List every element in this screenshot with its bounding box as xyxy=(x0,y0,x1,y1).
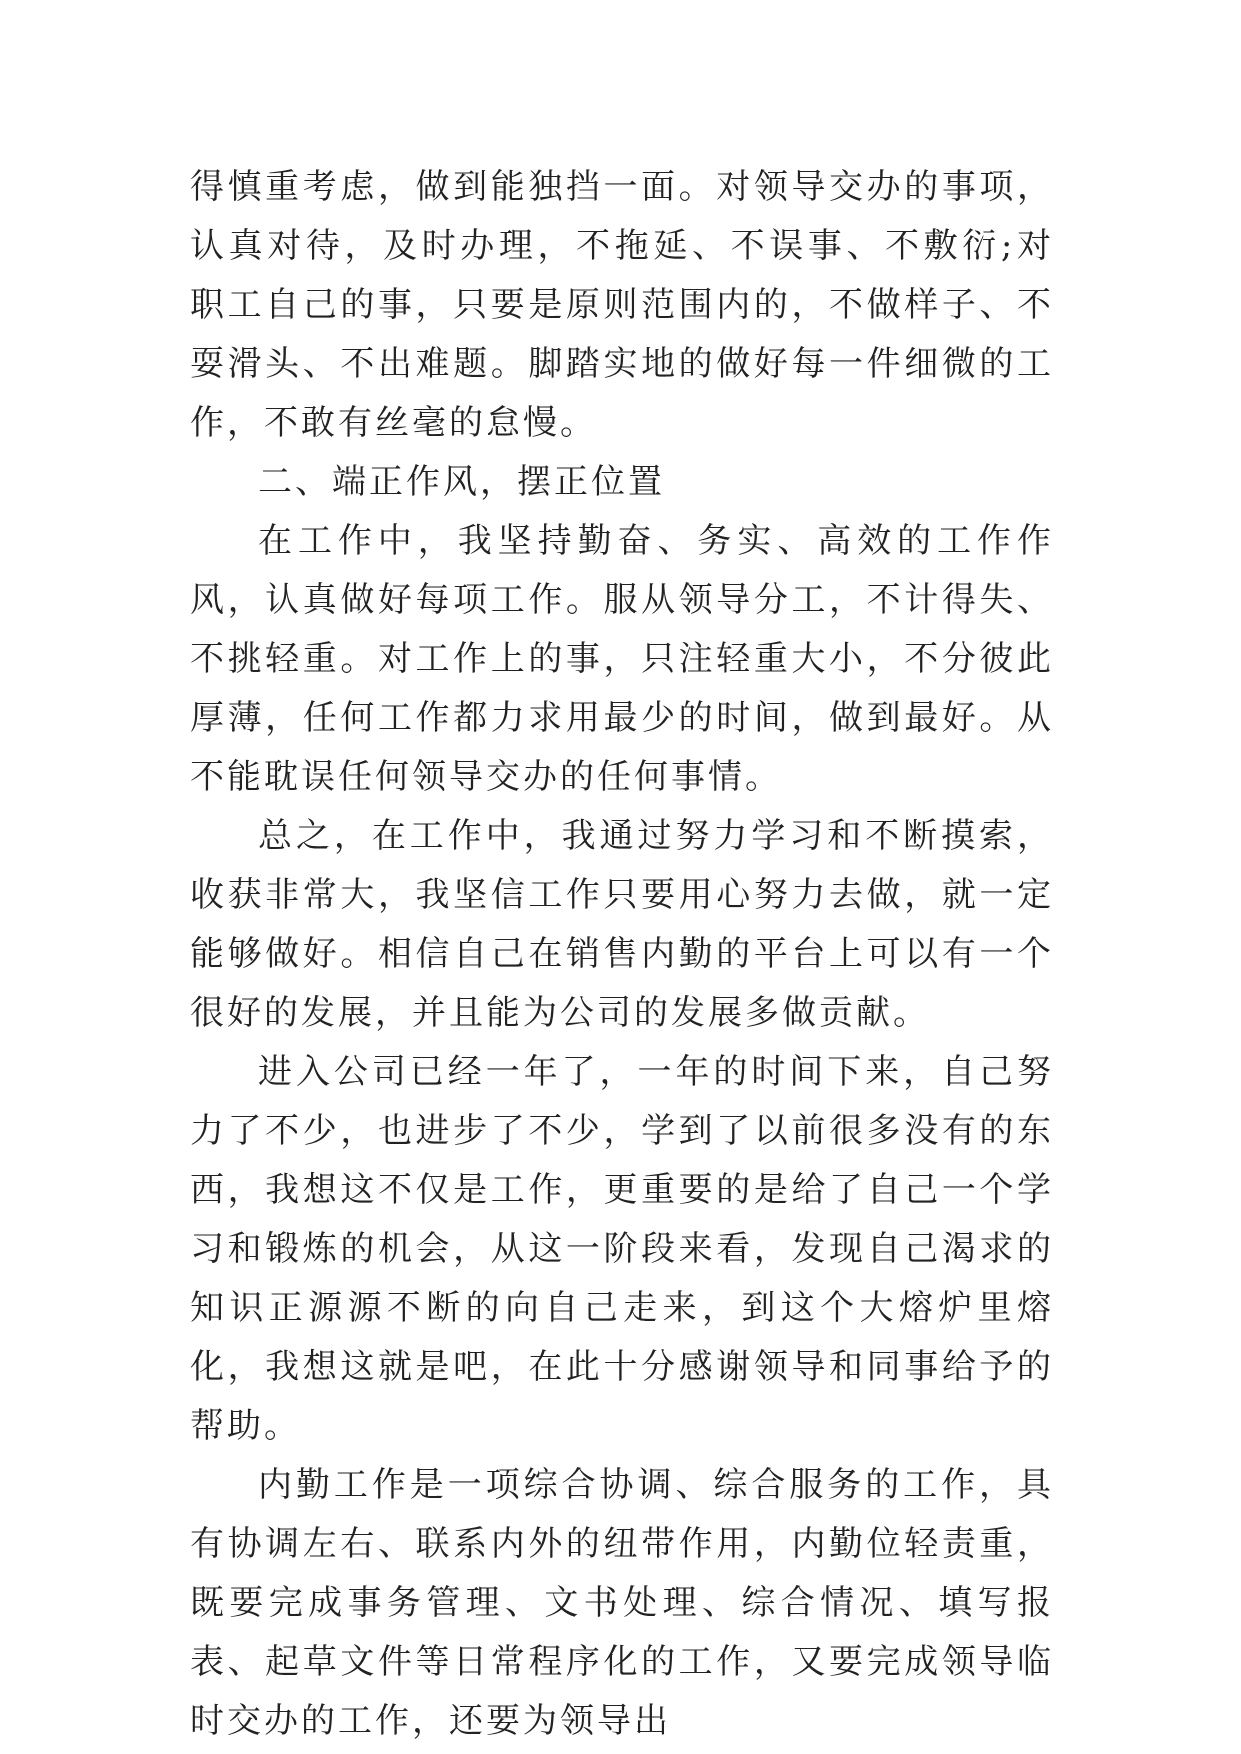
paragraph: 总之，在工作中，我通过努力学习和不断摸索，收获非常大，我坚信工作只要用心努力去做，就一定能够做好。相信自己在销售内勤的平台上可以有一个很好的发展，并且能为公司的发展多做贡献。 xyxy=(190,816,1054,1033)
paragraph: 进入公司已经一年了，一年的时间下来，自己努力了不少，也进步了不少，学到了以前很多没有的东西，我想这不仅是工作，更重要的是给了自己一个学习和锻炼的机会，从这一阶段来看，发现自己渴求的知识正源源不断的向自己走来，到这个大熔炉里熔化，我想这就是吧，在此十分感谢领导和同事给予的帮助。 xyxy=(190,1052,1054,1446)
paragraph: 内勤工作是一项综合协调、综合服务的工作，具有协调左右、联系内外的纽带作用，内勤位轻责重，既要完成事务管理、文书处理、综合情况、填写报表、起草文件等日常程序化的工作，又要完成领导临时交办的工作，还要为领导出 xyxy=(190,1465,1054,1741)
body-text xyxy=(190,158,1054,1751)
paragraph: 在工作中，我坚持勤奋、务实、高效的工作作风，认真做好每项工作。服从领导分工，不计得失、不挑轻重。对工作上的事，只注轻重大小，不分彼此厚薄，任何工作都力求用最少的时间，做到最好。从不能耽误任何领导交办的任何事情。 xyxy=(190,521,1054,797)
section-heading: 二、端正作风，摆正位置 xyxy=(258,462,665,502)
paragraph-continuation: 得慎重考虑，做到能独挡一面。对领导交办的事项，认真对待，及时办理，不拖延、不误事、不敷衍;对职工自己的事，只要是原则范围内的，不做样子、不耍滑头、不出难题。脚踏实地的做好每一件细微的工作，不敢有丝毫的怠慢。 xyxy=(190,167,1054,443)
